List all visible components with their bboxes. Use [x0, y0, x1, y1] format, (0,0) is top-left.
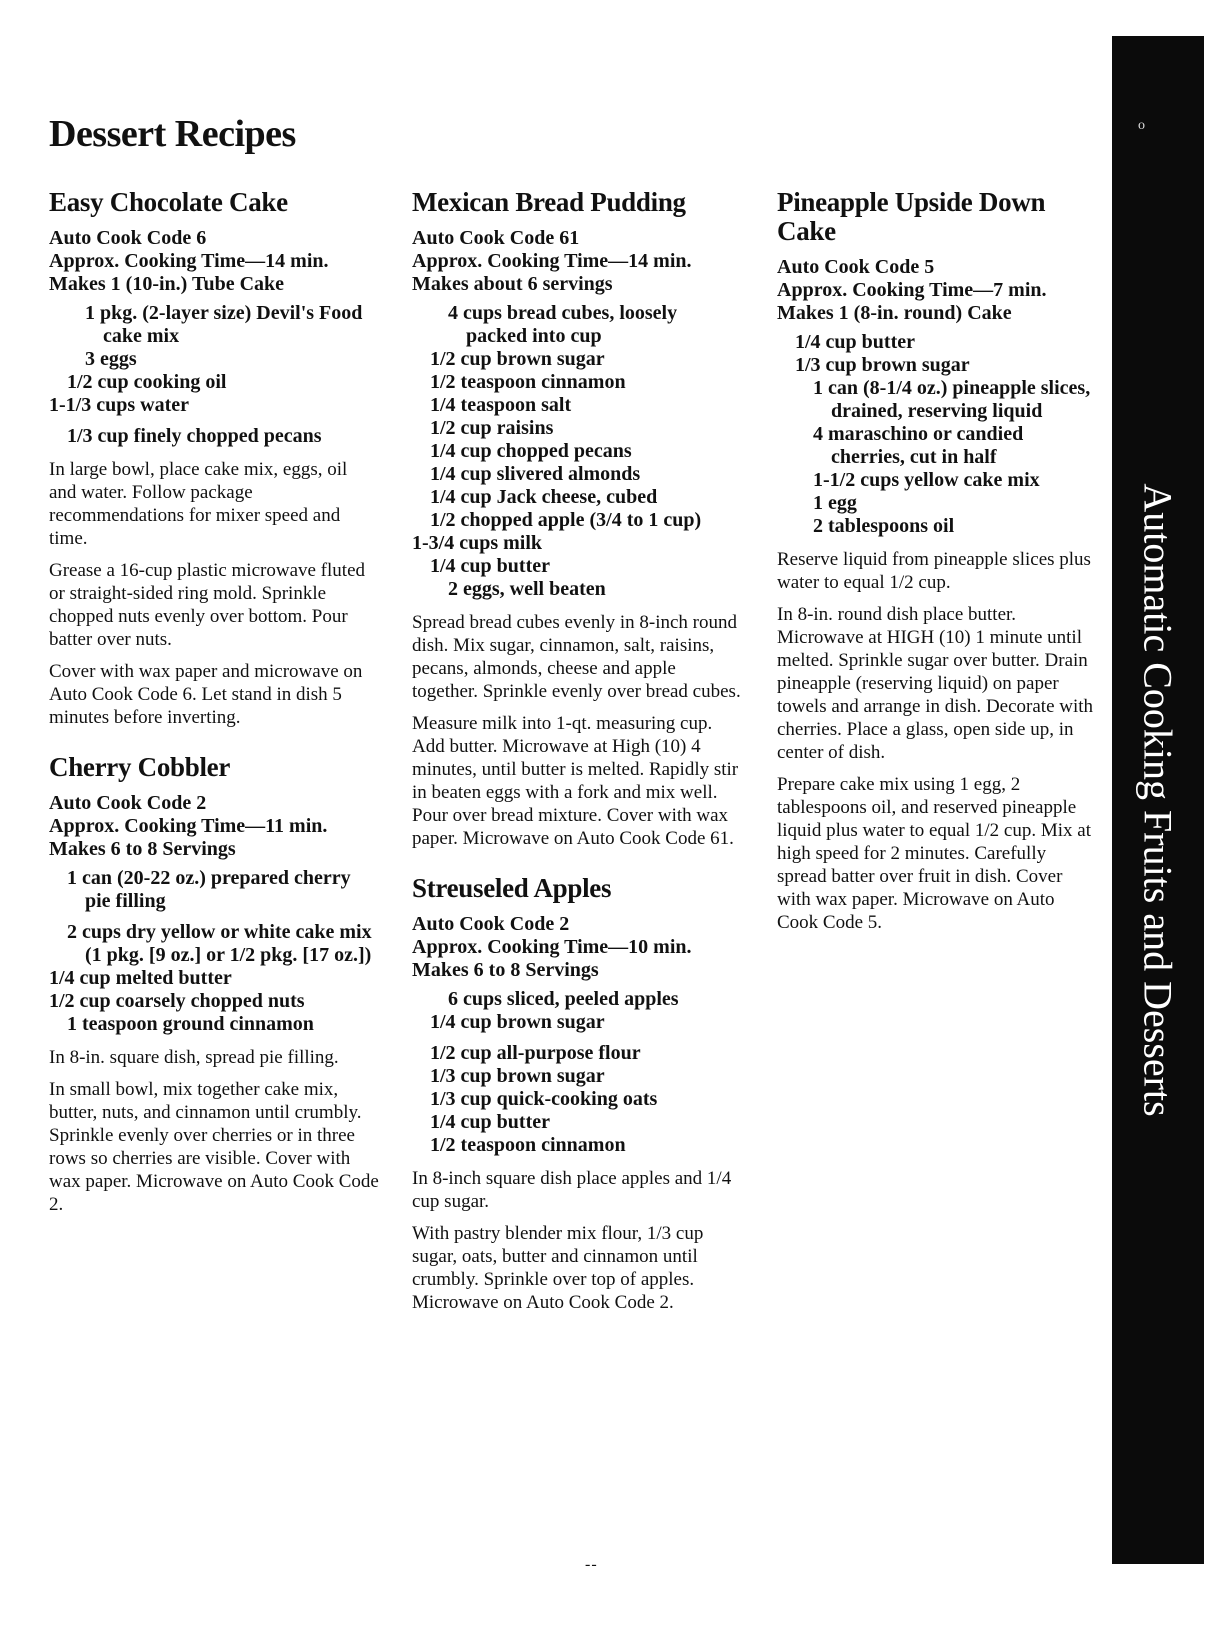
ingredient: 1/4 cup Jack cheese, cubed: [430, 486, 658, 508]
auto-cook-code: Auto Cook Code 2: [49, 792, 207, 814]
ingredient: 1/4 cup melted butter: [49, 967, 232, 989]
ingredient: 1 egg: [813, 492, 857, 514]
ingredient: 2 eggs, well beaten: [448, 578, 606, 600]
ingredient: 2 cups dry yellow or white cake mix (1 pkg. [9 oz.] or 1/2 pkg. [17 oz.]): [67, 921, 372, 966]
ingredient: 6 cups sliced, peeled apples: [448, 988, 679, 1010]
cooking-time: Approx. Cooking Time—10 min.: [412, 936, 692, 958]
recipe-title: Cherry Cobbler: [49, 752, 231, 782]
auto-cook-code: Auto Cook Code 61: [412, 227, 580, 249]
ingredient-list: [777, 331, 1097, 538]
cooking-time: Approx. Cooking Time—7 min.: [777, 279, 1047, 301]
recipe-easy-chocolate-cake: [49, 188, 379, 729]
yield: Makes 1 (10-in.) Tube Cake: [49, 273, 285, 295]
ingredient: 1/4 cup butter: [430, 555, 550, 577]
recipe-meta: [49, 792, 379, 861]
instruction-step: In 8-in. square dish, spread pie filling.: [49, 1047, 339, 1068]
ingredient: 1/2 teaspoon cinnamon: [430, 371, 626, 393]
instruction-step: Grease a 16-cup plastic microwave fluted or straight-sided ring mold. Sprinkle chopped nuts evenly over bottom. Pour batter over nuts.: [49, 560, 366, 650]
ingredient: 4 maraschino or candied cherries, cut in half: [813, 423, 1024, 468]
column-right: [777, 188, 1097, 958]
instruction-step: In 8-inch square dish place apples and 1/4 cup sugar.: [412, 1168, 732, 1212]
ingredient: 3 eggs: [85, 348, 137, 370]
ingredient: 2 tablespoons oil: [813, 515, 955, 537]
ingredient-list: [49, 867, 379, 1036]
page-number: --: [585, 1556, 598, 1573]
instruction-step: Cover with wax paper and microwave on Auto Cook Code 6. Let stand in dish 5 minutes before inverting.: [49, 661, 363, 728]
recipe-meta: [49, 227, 379, 296]
cooking-time: Approx. Cooking Time—11 min.: [49, 815, 328, 837]
section-tab: [1112, 36, 1204, 1564]
ingredient: 1 teaspoon ground cinnamon: [67, 1013, 314, 1035]
instruction-step: Prepare cake mix using 1 egg, 2 tablespoons oil, and reserved pineapple liquid plus water to equal 1/2 cup. Mix at high speed for 2 minutes. Carefully spread batter over fruit in dish. Cover with wax paper. Microwave on Auto Cook Code 5.: [777, 774, 1091, 933]
recipe-pineapple-upside-down-cake: [777, 188, 1097, 934]
instruction-step: In large bowl, place cake mix, eggs, oil and water. Follow package recommendations for mixer speed and time.: [49, 459, 348, 549]
ingredient: 1/2 cup cooking oil: [67, 371, 227, 393]
ingredient: 1-1/2 cups yellow cake mix: [813, 469, 1040, 491]
section-tab-label: Automatic Cooking Fruits and Desserts: [1135, 483, 1181, 1117]
recipe-meta: [777, 256, 1097, 325]
ingredient: 1/3 cup quick-cooking oats: [430, 1088, 658, 1110]
recipe-meta: [412, 913, 742, 982]
recipe-meta: [412, 227, 742, 296]
ingredient: 1 can (8-1/4 oz.) pineapple slices, drained, reserving liquid: [813, 377, 1091, 422]
auto-cook-code: Auto Cook Code 2: [412, 913, 570, 935]
ingredient: 1/2 cup all-purpose flour: [430, 1042, 641, 1064]
recipe-streuseled-apples: [412, 874, 742, 1314]
cooking-time: Approx. Cooking Time—14 min.: [49, 250, 329, 272]
auto-cook-code: Auto Cook Code 6: [49, 227, 207, 249]
ingredient: 1/2 teaspoon cinnamon: [430, 1134, 626, 1156]
recipe-title: Streuseled Apples: [412, 873, 612, 903]
cooking-time: Approx. Cooking Time—14 min.: [412, 250, 692, 272]
instruction-step: In 8-in. round dish place butter. Microwave at HIGH (10) 1 minute until melted. Sprinkle sugar over butter. Drain pineapple (reserving liquid) on paper towels and arrange in dish. Decorate with cherries. Place a glass, open side up, in center of dish.: [777, 604, 1094, 763]
recipe-title: Mexican Bread Pudding: [412, 187, 686, 217]
ingredient: 1 can (20-22 oz.) prepared cherry pie filling: [67, 867, 351, 912]
ingredient: 1/4 cup butter: [795, 331, 915, 353]
ingredient: 1/4 teaspoon salt: [430, 394, 572, 416]
recipe-cherry-cobbler: [49, 753, 379, 1216]
ingredient: 1/2 cup coarsely chopped nuts: [49, 990, 305, 1012]
ingredient: 1/4 cup brown sugar: [430, 1011, 605, 1033]
yield: Makes 1 (8-in. round) Cake: [777, 302, 1012, 324]
recipe-mexican-bread-pudding: [412, 188, 742, 850]
column-middle: [412, 188, 742, 1338]
ingredient: 1/3 cup brown sugar: [430, 1065, 605, 1087]
ingredient-list: [412, 988, 742, 1157]
ingredient: 1/3 cup brown sugar: [795, 354, 970, 376]
ingredient-list: [412, 302, 742, 601]
instruction-step: With pastry blender mix flour, 1/3 cup sugar, oats, butter and cinnamon until crumbly. Sprinkle over top of apples. Microwave on Auto Cook Code 2.: [412, 1223, 704, 1313]
ingredient: 1-3/4 cups milk: [412, 532, 543, 554]
ingredient: 1/3 cup finely chopped pecans: [67, 425, 322, 447]
instruction-step: Measure milk into 1-qt. measuring cup. Add butter. Microwave at High (10) 4 minutes, until butter is melted. Rapidly stir in beaten eggs with a fork and mix well. Pour over bread mixture. Cover with wax paper. Microwave on Auto Cook Code 61.: [412, 713, 739, 849]
instruction-step: Reserve liquid from pineapple slices plus water to equal 1/2 cup.: [777, 549, 1091, 593]
ingredient-list: [49, 302, 379, 448]
auto-cook-code: Auto Cook Code 5: [777, 256, 935, 278]
page-title: Dessert Recipes: [49, 113, 296, 155]
recipe-title: Pineapple Upside Down Cake: [777, 187, 1046, 246]
yield: Makes about 6 servings: [412, 273, 613, 295]
ingredient: 1/4 cup chopped pecans: [430, 440, 632, 462]
instruction-step: Spread bread cubes evenly in 8-inch round dish. Mix sugar, cinnamon, salt, raisins, pecans, almonds, cheese and apple together. Sprinkle evenly over bread cubes.: [412, 612, 741, 702]
recipe-title: Easy Chocolate Cake: [49, 187, 288, 217]
ingredient: 1-1/3 cups water: [49, 394, 189, 416]
ingredient: 4 cups bread cubes, loosely packed into cup: [448, 302, 678, 347]
ingredient: 1 pkg. (2-layer size) Devil's Food cake mix: [85, 302, 363, 347]
instruction-step: In small bowl, mix together cake mix, butter, nuts, and cinnamon until crumbly. Sprinkle evenly over cherries or in three rows so cherries are visible. Cover with wax paper. Microwave on Auto Cook Code 2.: [49, 1079, 379, 1215]
column-left: [49, 188, 379, 1240]
yield: Makes 6 to 8 Servings: [49, 838, 236, 860]
ingredient: 1/2 cup raisins: [430, 417, 554, 439]
ingredient: 1/2 chopped apple (3/4 to 1 cup): [430, 509, 702, 531]
yield: Makes 6 to 8 Servings: [412, 959, 599, 981]
ingredient: 1/4 cup butter: [430, 1111, 550, 1133]
ingredient: 1/2 cup brown sugar: [430, 348, 605, 370]
tab-mark: o: [1138, 118, 1145, 133]
ingredient: 1/4 cup slivered almonds: [430, 463, 641, 485]
